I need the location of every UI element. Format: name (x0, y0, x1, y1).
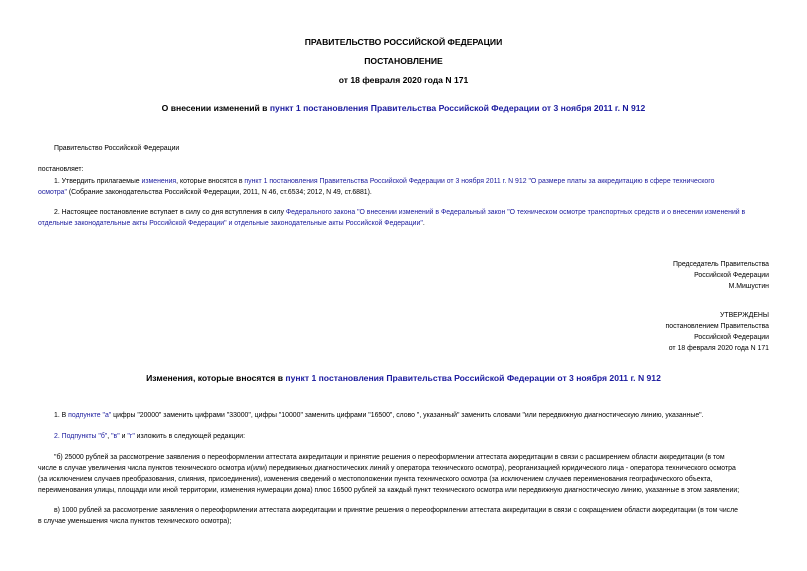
change-item-1-text: 1. В (54, 412, 69, 419)
subparagraph-g-link[interactable]: "г" (127, 433, 135, 440)
federal-law-link[interactable]: Федерального закона "О внесении изменений в Федеральный закон "О техническом осмотре транспортных средств и о внесении изменений в (285, 209, 746, 216)
paragraph-2-text: 2. Настоящее постановление вступает в силу со дня вступления в силу (54, 209, 286, 216)
subparagraph-v-link[interactable]: "в" (111, 433, 120, 440)
approved-label: УТВЕРЖДЕНЫ (720, 312, 769, 319)
paragraph-2-line-2 (38, 219, 425, 230)
decree-912-link[interactable]: пункт 1 постановления Правительства Российской Федерации от 3 ноября 2011 г. N 912 "О размере платы за аккредитацию в сфере технического (244, 178, 715, 185)
paragraph-1-line-2 (38, 188, 372, 199)
decides-label: постановляет: (38, 166, 84, 173)
decree-912-link-cont[interactable]: осмотра" (38, 189, 67, 196)
change-item-2-and: и (119, 433, 128, 440)
document-type: ПОСТАНОВЛЕНИЕ (364, 56, 443, 66)
change-item-1-body: цифры "20000" заменить цифрами "33000", цифры "10000" заменить цифрами "16500", слово ", указанный" заменить словами "или передвижную диагностическую линию, указанные". (111, 412, 704, 419)
paragraph-2-end: . (422, 220, 425, 227)
paragraph-2-line-1 (54, 208, 745, 219)
signature-title: Председатель Правительства (673, 261, 769, 268)
changes-title-link[interactable]: пункт 1 постановления Правительства Российской Федерации от 3 ноября 2011 г. N 912 (285, 373, 661, 383)
document-title (0, 103, 807, 113)
change-item-2 (54, 432, 245, 443)
subpoint-v-line-1: в) 1000 рублей за рассмотрение заявления о переоформлении аттестата аккредитации и принятие решения о переоформлении аттестата аккредитации в связи с сокращением области аккредитации (в том числе (54, 507, 738, 514)
change-item-2-sep: , (107, 433, 112, 440)
federal-law-link-cont[interactable]: отдельные законодательные акты Российской Федерации" и отдельные законодательные акты Российской Федерации" (38, 220, 423, 227)
subparagraph-a-link[interactable]: подпункте "а" (68, 412, 112, 419)
signature-org: Российской Федерации (694, 272, 769, 279)
paragraph-1-citation: (Собрание законодательства Российской Федерации, 2011, N 46, ст.6534; 2012, N 49, ст.6881). (66, 189, 372, 196)
approved-by: постановлением Правительства (665, 323, 769, 330)
subparagraph-b-link[interactable]: 2. Подпункты "б" (54, 433, 108, 440)
subpoint-b-line-4: переименования улицы, площади или иной территории, изменения нумерации дома) плюс 16500 рублей за каждый пункт технического осмотра или передвижную диагностическую линию, указанные в этом заявлении; (38, 487, 740, 494)
approved-org: Российской Федерации (694, 334, 769, 341)
changes-title (0, 373, 807, 383)
document-date: от 18 февраля 2020 года N 171 (338, 75, 469, 85)
subpoint-b-line-2: числе в случае увеличения числа пунктов технического осмотра и(или) передвижных диагностических линий у оператора технического осмотра), реорганизацией юридического лица - оператора технического осмотра (38, 465, 736, 472)
subpoint-b-line-3: (за исключением случаев преобразования, слияния, присоединения), изменения сведений о местоположении пункта технического осмотра (за исключением случаев переименования географического объекта, (38, 476, 713, 483)
paragraph-1-line-1 (54, 177, 714, 188)
government-name: Правительство Российской Федерации (54, 145, 180, 152)
changes-title-text: Изменения, которые вносятся в (146, 373, 286, 383)
change-item-1 (54, 411, 704, 422)
change-item-2-body: изложить в следующей редакции: (134, 433, 246, 440)
paragraph-1-text: 1. Утвердить прилагаемые (54, 178, 142, 185)
approved-date: от 18 февраля 2020 года N 171 (668, 345, 769, 352)
document-title-link[interactable]: пункт 1 постановления Правительства Российской Федерации от 3 ноября 2011 г. N 912 (269, 103, 646, 113)
subpoint-v-line-2: в случае уменьшения числа пунктов технического осмотра); (38, 518, 232, 525)
document-title-text: О внесении изменений в (161, 103, 270, 113)
government-heading: ПРАВИТЕЛЬСТВО РОССИЙСКОЙ ФЕДЕРАЦИИ (304, 37, 503, 47)
changes-link[interactable]: изменения (141, 178, 177, 185)
paragraph-1-text-2: , которые вносятся в (176, 178, 245, 185)
signature-name: М.Мишустин (728, 283, 769, 290)
subpoint-b-line-1: "б) 25000 рублей за рассмотрение заявления о переоформлении аттестата аккредитации и принятие решения о переоформлении аттестата аккредитации в связи с расширением области аккредитации (в том (54, 454, 725, 461)
